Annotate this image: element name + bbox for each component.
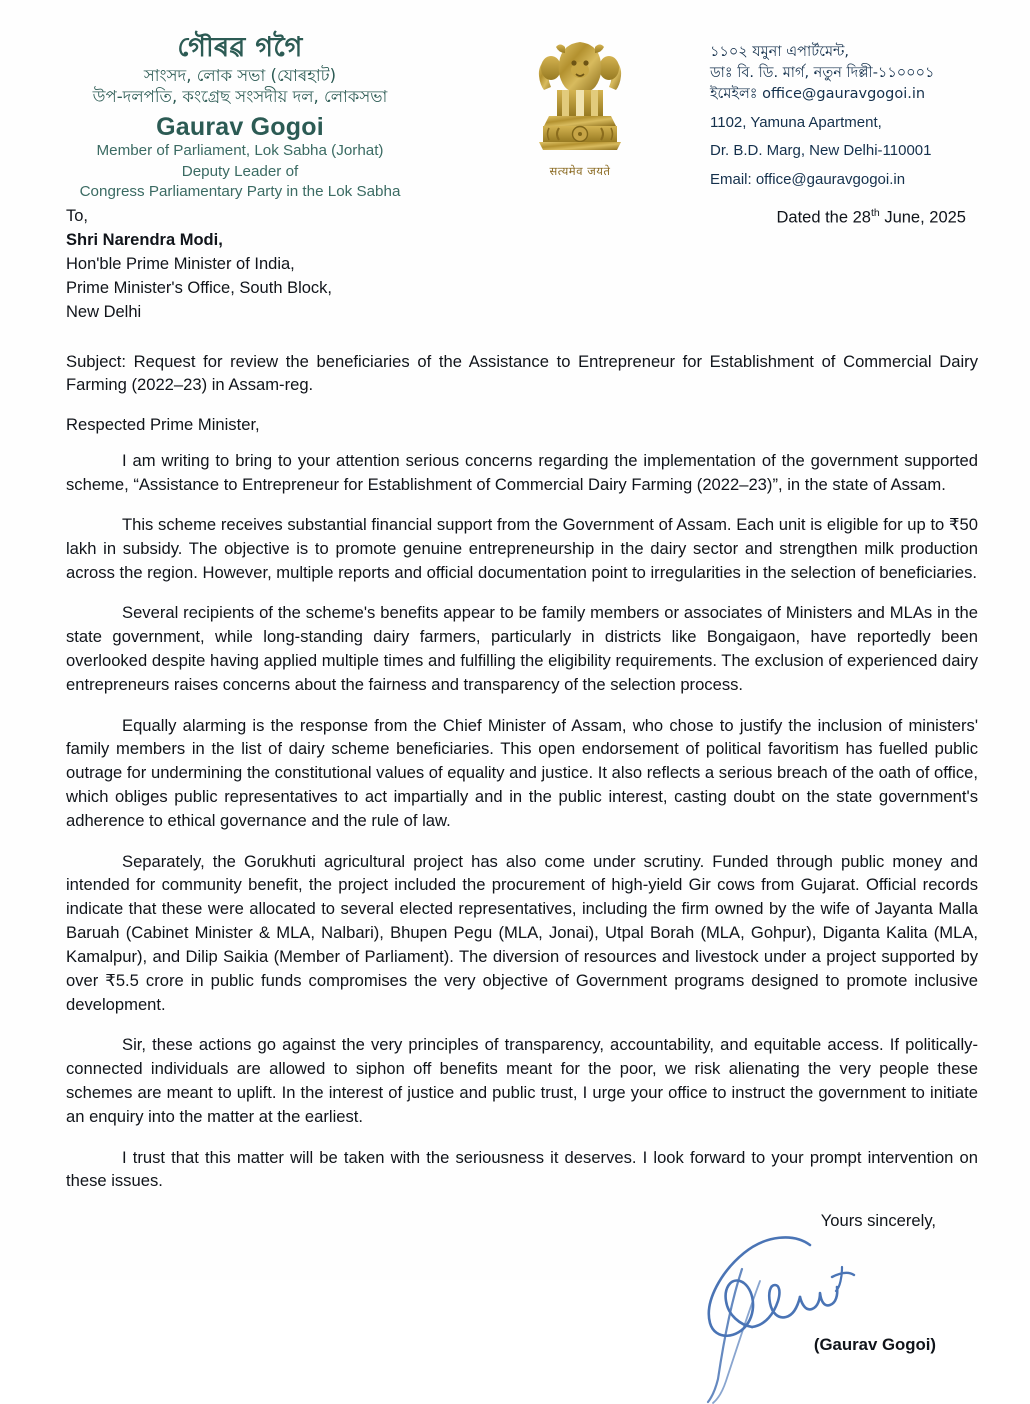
letter-body (0, 205, 1030, 1401)
recipient-city: New Delhi (66, 302, 142, 321)
address-assamese-line-2: ডাঃ বি. ডি. মাৰ্গ, নতুন দিল্লী-১১০০০১ (710, 65, 935, 82)
name-english: Gaurav Gogoi (156, 112, 324, 141)
recipient-block (66, 205, 332, 325)
body-paragraph: Separately, the Gorukhuti agricultural project has also come under scrutiny. Funded through public money and intended for community benefit, the project included the procurement of high-yield Gir cows from Gujarat. Official records indicate that these were allocated to several elected representatives, including the firm owned by the wife of Jayanta Malla Baruah (Cabinet Minister & MLA, Nalbari), Bhupen Pegu (MLA, Jonai), Utpal Borah (MLA, Gohpur), Diganta Kalita (MLA, Kamalpur), and Dilip Saikia (Member of Parliament). The diversion of resources and livestock under a project supported by over ₹5.5 crore in public funds compromises the very objective of Government programs designed to promote inclusive development. (66, 851, 978, 1014)
address-english-line-1: 1102, Yamuna Apartment, (710, 114, 882, 132)
letterhead-address-block (710, 28, 1000, 190)
recipient-and-date-row (66, 205, 978, 325)
letterhead (0, 0, 1030, 205)
designation-assamese-line-1: সাংসদ, লোক সভা (যোৰহাট) (143, 65, 337, 85)
body-paragraph: I trust that this matter will be taken with the seriousness it deserves. I look forward to your prompt intervention on these issues. (66, 1147, 978, 1191)
emblem-block (495, 28, 665, 179)
letterhead-identity-block (30, 28, 450, 202)
recipient-name: Shri Narendra Modi, (66, 230, 223, 249)
to-label: To, (66, 207, 89, 225)
address-english-line-2: Dr. B.D. Marg, New Delhi-110001 (710, 142, 932, 160)
letter-date (776, 205, 978, 228)
recipient-title: Hon'ble Prime Minister of India, (66, 254, 295, 273)
date-ordinal: th (870, 207, 880, 219)
emblem-motto: सत्यमेव जयते (549, 164, 611, 178)
signature-block (66, 1211, 978, 1401)
role-line-3: Congress Parliamentary Party in the Lok Sabha (79, 182, 401, 200)
body-paragraph: Sir, these actions go against the very principles of transparency, accountability, and equitable access. If politically-connected individuals are allowed to siphon off benefits meant for the poor, we risk alienating the very people these schemes are meant to uplift. In the interest of justice and public trust, I urge your office to instruct the government to initiate an enquiry into the matter at the earliest. (66, 1035, 978, 1127)
address-assamese-email: ইমেইলঃ office@gauravgogoi.in (710, 86, 926, 103)
salutation: Respected Prime Minister, (66, 414, 260, 434)
date-prefix: Dated the 28 (776, 208, 871, 227)
name-assamese: গৌৰৱ গগৈ (177, 32, 303, 63)
subject-line: Subject: Request for review the beneficiaries of the Assistance to Entrepreneur for Establishment of Commercial Dairy Farming (2022–23) in Assam-reg. (66, 351, 978, 395)
address-english-email: Email: office@gauravgogoi.in (710, 170, 906, 188)
recipient-office: Prime Minister's Office, South Block, (66, 278, 333, 297)
signature-name: (Gaurav Gogoi) (813, 1335, 936, 1355)
designation-assamese-line-2: উপ-দলপতি, কংগ্ৰেছ সংসদীয় দল, লোকসভা (92, 87, 388, 107)
national-emblem-icon (521, 30, 639, 162)
body-paragraph: I am writing to bring to your attention serious concerns regarding the implementation of the government supported scheme, “Assistance to Entrepreneur for Establishment of Commercial Dairy Farming (2022–23)”, in the state of Assam. (66, 450, 978, 494)
body-paragraph: Equally alarming is the response from the Chief Minister of Assam, who chose to justify the inclusion of ministers' family members in the list of dairy scheme beneficiaries. This open endorsement of political favoritism has fuelled public outrage for undermining the constitutional values of equality and justice. It also reflects a serious breach of the oath of office, which obliges public representatives to act impartially and in the public interest, casting doubt on the state government's adherence to ethical governance and the rule of law. (66, 715, 978, 831)
role-line-2: Deputy Leader of (181, 162, 299, 180)
role-line-1: Member of Parliament, Lok Sabha (Jorhat) (96, 142, 384, 160)
body-paragraph: Several recipients of the scheme's benefits appear to be family members or associates of Ministers and MLAs in the state government, while long-standing dairy farmers, particularly in districts like Bongaigaon, have reportedly been overlooked despite having applied multiple times and fulfilling the eligibility requirements. The exclusion of experienced dairy entrepreneurs raises concerns about the fairness and transparency of the selection process. (66, 603, 978, 695)
handwritten-signature (682, 1229, 912, 1404)
address-assamese-line-1: ১১০২ যমুনা এপাৰ্টমেন্ট, (710, 44, 850, 60)
date-suffix: June, 2025 (879, 208, 966, 227)
valediction: Yours sincerely, (820, 1211, 936, 1231)
body-paragraph: This scheme receives substantial financial support from the Government of Assam. Each unit is eligible for up to ₹50 lakh in subsidy. The objective is to promote genuine entrepreneurship in the dairy sector and strengthen milk production across the region. However, multiple reports and official documentation point to irregularities in the selection of beneficiaries. (66, 515, 978, 582)
